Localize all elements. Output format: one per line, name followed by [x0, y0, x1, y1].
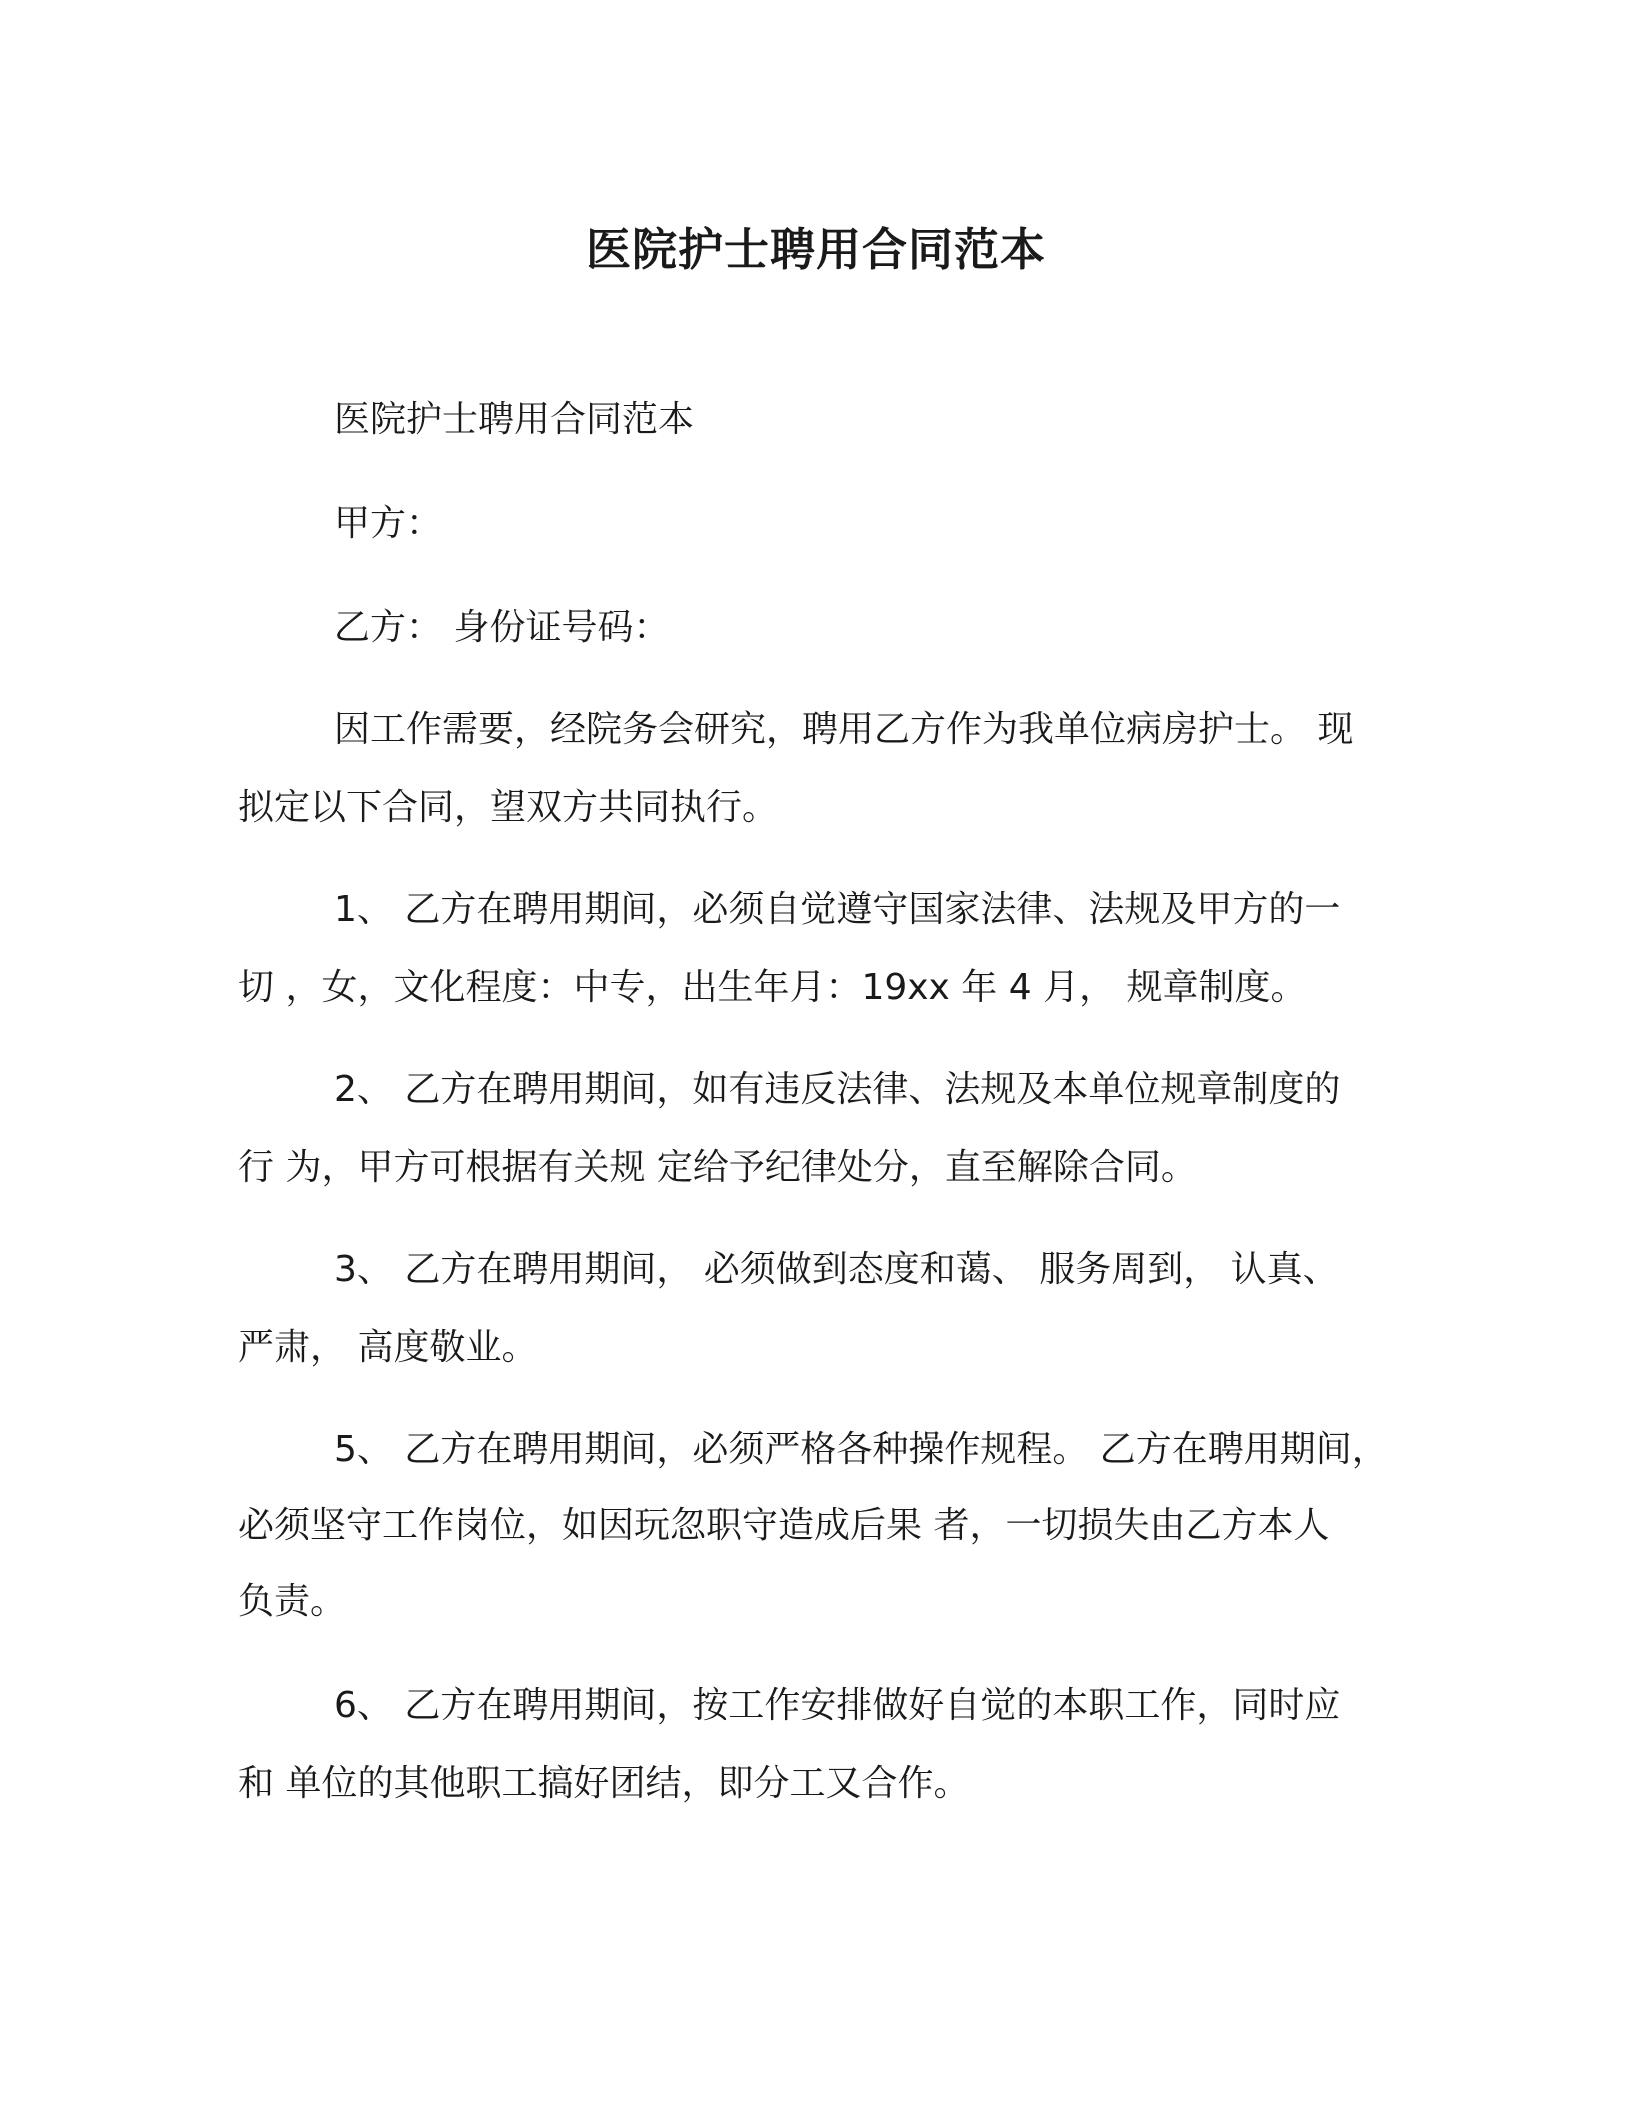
party-a-label: 甲方：	[334, 503, 443, 544]
clause-line: 严肃， 高度敬业。	[238, 1327, 538, 1368]
clause-line: 3、 乙方在聘用期间， 必须做到态度和蔼、 服务周到， 认真、	[334, 1249, 1339, 1290]
document-subtitle: 医院护士聘用合同范本	[334, 399, 695, 440]
party-b-label: 乙方： 身份证号码：	[334, 607, 670, 648]
clause-line: 5、 乙方在聘用期间，必须严格各种操作规程。 乙方在聘用期间，	[334, 1429, 1388, 1470]
clause-line: 切 ，女，文化程度：中专，出生年月：19xx 年 4 月， 规章制度。	[238, 967, 1307, 1008]
clause-line: 2、 乙方在聘用期间，如有违反法律、法规及本单位规章制度的	[334, 1069, 1341, 1110]
clause-line: 6、 乙方在聘用期间，按工作安排做好自觉的本职工作，同时应	[334, 1685, 1341, 1726]
intro-line: 因工作需要，经院务会研究，聘用乙方作为我单位病房护士。 现	[334, 709, 1354, 750]
intro-line: 拟定以下合同，望双方共同执行。	[238, 787, 779, 828]
clause-line: 必须坚守工作岗位，如因玩忽职守造成后果 者，一切损失由乙方本人	[238, 1505, 1330, 1546]
page-title: 医院护士聘用合同范本	[585, 223, 1046, 276]
clause-line: 1、 乙方在聘用期间，必须自觉遵守国家法律、法规及甲方的一	[334, 889, 1341, 930]
clause-line: 和 单位的其他职工搞好团结，即分工又合作。	[238, 1763, 970, 1804]
clause-line: 负责。	[238, 1581, 347, 1622]
clause-line: 行 为，甲方可根据有关规 定给予纪律处分，直至解除合同。	[238, 1147, 1197, 1188]
